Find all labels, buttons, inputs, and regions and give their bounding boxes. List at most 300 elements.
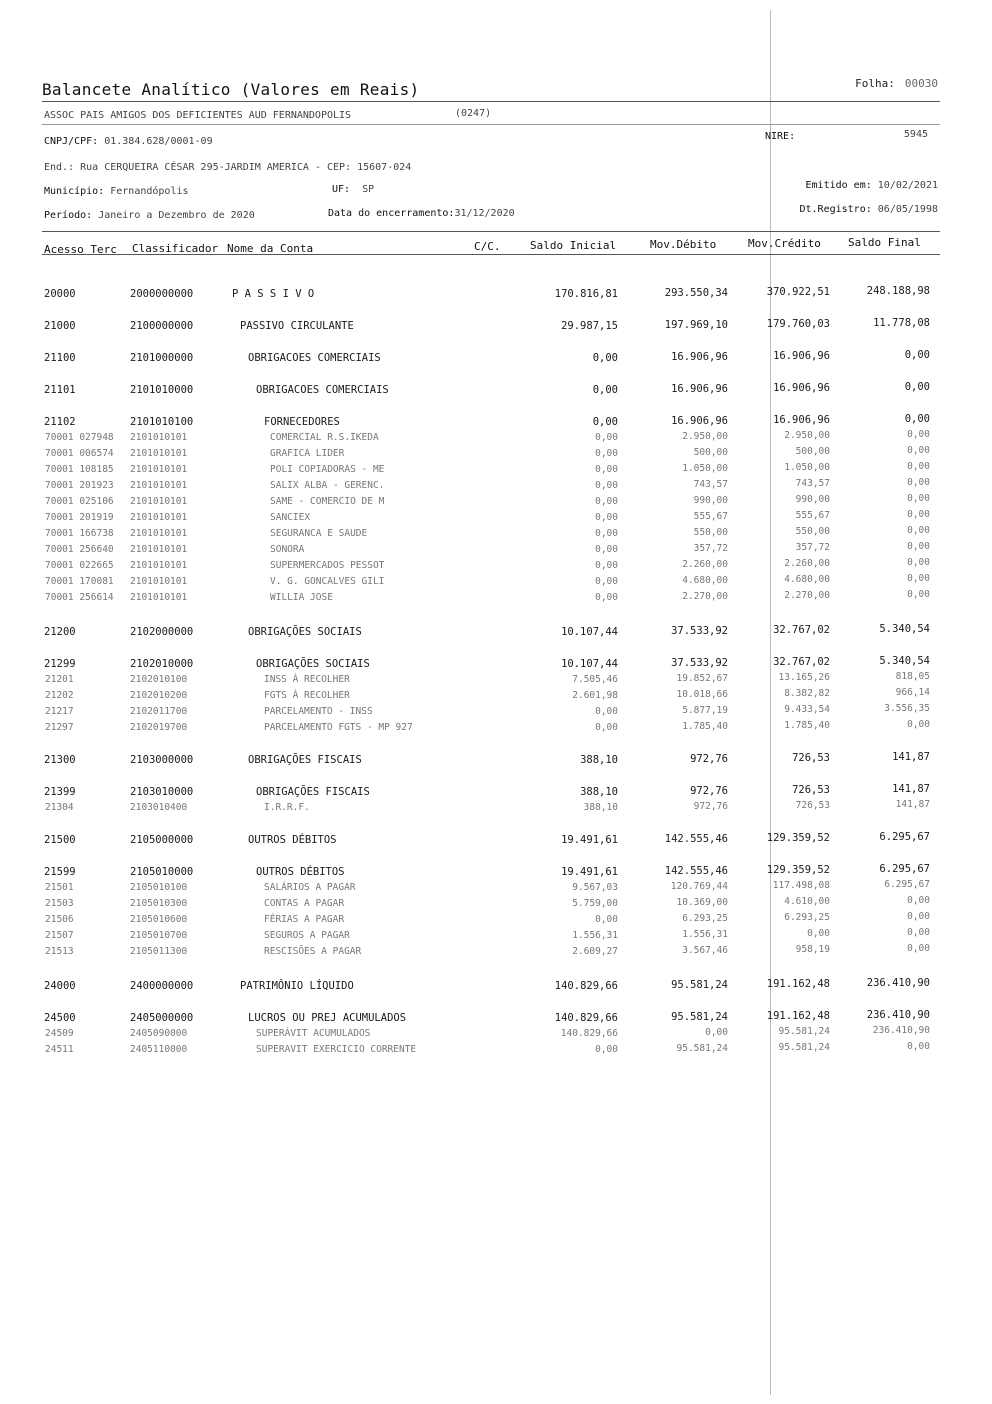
account-name: CONTAS A PAGAR <box>264 898 345 909</box>
account-code: 70001 201919 <box>45 512 114 523</box>
mov-credito-value: 743,57 <box>795 478 830 489</box>
mov-debito-value: 972,76 <box>693 801 728 812</box>
account-name: SEGURANCA E SAUDE <box>270 528 368 539</box>
account-code: 21507 <box>45 930 74 941</box>
saldo-inicial-value: 0,00 <box>595 560 618 571</box>
mov-debito-value: 2.950,00 <box>682 431 728 442</box>
mov-debito-value: 197.969,10 <box>664 319 728 331</box>
saldo-final-value: 0,00 <box>907 943 930 954</box>
classificador-code: 2101010101 <box>130 464 188 475</box>
mov-debito-value: 357,72 <box>693 543 728 554</box>
saldo-inicial-value: 0,00 <box>595 496 618 507</box>
saldo-final-value: 5.340,54 <box>879 623 930 635</box>
classificador-code: 2102019700 <box>130 722 188 733</box>
saldo-final-value: 141,87 <box>892 783 930 795</box>
saldo-inicial-value: 1.556,31 <box>572 930 618 941</box>
mov-debito-value: 2.260,00 <box>682 559 728 570</box>
saldo-inicial-value: 0,00 <box>595 528 618 539</box>
mov-credito-value: 1.050,00 <box>784 462 830 473</box>
mov-debito-value: 95.581,24 <box>676 1043 728 1054</box>
mov-debito-value: 16.906,96 <box>671 415 728 427</box>
classificador-code: 2105010100 <box>130 882 188 893</box>
account-name: V. G. GONCALVES GILI <box>270 576 385 587</box>
account-name: SUPERÁVIT ACUMULADOS <box>256 1028 371 1039</box>
classificador-code: 2102011700 <box>130 706 188 717</box>
classificador-code: 2000000000 <box>130 288 194 300</box>
mov-credito-value: 179.760,03 <box>766 318 830 330</box>
classificador-code: 2102010100 <box>130 674 188 685</box>
mov-credito-value: 2.270,00 <box>784 590 830 601</box>
account-name: RESCISÕES A PAGAR <box>264 946 362 957</box>
entity-rule <box>42 124 940 125</box>
mov-credito-value: 1.785,40 <box>784 720 830 731</box>
account-name: SALÁRIOS A PAGAR <box>264 882 356 893</box>
saldo-final-value: 0,00 <box>907 911 930 922</box>
cnpj-value: 01.384.628/0001-09 <box>104 136 213 147</box>
classificador-code: 2101010101 <box>130 448 188 459</box>
account-name: PARCELAMENTO FGTS - MP 927 <box>264 722 413 733</box>
uf <box>332 184 374 195</box>
table-row <box>0 911 992 930</box>
encerramento-value: 31/12/2020 <box>454 208 515 219</box>
account-name: OBRIGAÇÕES SOCIAIS <box>256 658 370 670</box>
saldo-final-value: 818,05 <box>895 671 930 682</box>
saldo-final-value: 0,00 <box>907 895 930 906</box>
classificador-code: 2100000000 <box>130 320 194 332</box>
table-row <box>0 863 992 882</box>
account-code: 21297 <box>45 722 74 733</box>
mov-credito-value: 550,00 <box>795 526 830 537</box>
emitido <box>806 180 938 191</box>
table-row <box>0 509 992 528</box>
account-code: 21201 <box>45 674 74 685</box>
table-row <box>0 927 992 946</box>
nire-label: NIRE: <box>765 131 796 142</box>
account-code: 21299 <box>44 658 76 670</box>
account-name: SAME - COMERCIO DE M <box>270 496 385 507</box>
account-code: 21102 <box>44 416 76 428</box>
end-value: Rua CERQUEIRA CÉSAR 295-JARDIM AMERICA - CEP: 15607-024 <box>80 162 412 173</box>
mov-credito-value: 6.293,25 <box>784 912 830 923</box>
account-code: 70001 022665 <box>45 560 114 571</box>
mov-credito-value: 500,00 <box>795 446 830 457</box>
table-row <box>0 623 992 642</box>
account-code: 21513 <box>45 946 74 957</box>
saldo-final-value: 236.410,90 <box>866 1009 930 1021</box>
title-rule <box>42 101 940 102</box>
account-name: SEGUROS A PAGAR <box>264 930 350 941</box>
saldo-final-value: 0,00 <box>907 1041 930 1052</box>
account-name: SUPERAVIT EXERCICIO CORRENTE <box>256 1044 417 1055</box>
mov-debito-value: 550,00 <box>693 527 728 538</box>
saldo-final-value: 141,87 <box>892 751 930 763</box>
mov-debito-value: 500,00 <box>693 447 728 458</box>
table-row <box>0 461 992 480</box>
periodo-value: Janeiro a Dezembro de 2020 <box>98 210 255 221</box>
account-code: 24000 <box>44 980 76 992</box>
table-row <box>0 655 992 674</box>
saldo-inicial-value: 0,00 <box>595 1044 618 1055</box>
mov-credito-value: 958,19 <box>795 944 830 955</box>
account-code: 21501 <box>45 882 74 893</box>
account-name: I.R.R.F. <box>264 802 310 813</box>
page-number <box>855 77 938 90</box>
table-row <box>0 525 992 544</box>
table-row <box>0 541 992 560</box>
account-code: 70001 256614 <box>45 592 114 603</box>
classificador-code: 2105010700 <box>130 930 188 941</box>
saldo-inicial-value: 7.505,46 <box>572 674 618 685</box>
endereco <box>44 162 411 173</box>
account-code: 24500 <box>44 1012 76 1024</box>
mov-debito-value: 37.533,92 <box>671 625 728 637</box>
mov-debito-value: 120.769,44 <box>670 881 728 892</box>
uf-label: UF: <box>332 184 351 195</box>
saldo-final-value: 0,00 <box>907 509 930 520</box>
saldo-inicial-value: 140.829,66 <box>554 980 618 992</box>
classificador-code: 2101010000 <box>130 384 194 396</box>
account-name: OBRIGACOES COMERCIAIS <box>256 384 389 396</box>
mov-debito-value: 3.567,46 <box>682 945 728 956</box>
saldo-final-value: 141,87 <box>895 799 930 810</box>
col-saldo-final: Saldo Final <box>848 236 921 249</box>
saldo-final-value: 0,00 <box>904 381 930 393</box>
saldo-inicial-value: 0,00 <box>595 464 618 475</box>
account-name: GRAFICA LIDER <box>270 448 345 459</box>
report-title: Balancete Analítico (Valores em Reais) <box>42 80 420 99</box>
classificador-code: 2102000000 <box>130 626 194 638</box>
registro-label: Dt.Registro: <box>799 204 872 215</box>
account-name: SALIX ALBA - GERENC. <box>270 480 385 491</box>
mov-credito-value: 2.260,00 <box>784 558 830 569</box>
nire-value: 5945 <box>903 129 928 140</box>
table-row <box>0 589 992 608</box>
saldo-final-value: 11.778,08 <box>873 317 930 329</box>
classificador-code: 2102010000 <box>130 658 194 670</box>
mov-debito-value: 142.555,46 <box>664 833 728 845</box>
account-code: 24509 <box>45 1028 74 1039</box>
classificador-code: 2105011300 <box>130 946 188 957</box>
classificador-code: 2101010101 <box>130 560 188 571</box>
mov-debito-value: 2.270,00 <box>682 591 728 602</box>
account-name: OBRIGAÇÕES FISCAIS <box>256 786 370 798</box>
uf-value: SP <box>362 184 375 195</box>
classificador-code: 2101010101 <box>130 544 188 555</box>
mov-debito-value: 6.293,25 <box>682 913 728 924</box>
cnpj-label: CNPJ/CPF: <box>44 136 99 147</box>
mov-credito-value: 0,00 <box>807 928 830 939</box>
saldo-inicial-value: 5.759,00 <box>572 898 618 909</box>
classificador-code: 2101010101 <box>130 512 188 523</box>
classificador-code: 2101010101 <box>130 432 188 443</box>
col-saldo-inicial: Saldo Inicial <box>530 239 617 252</box>
saldo-inicial-value: 19.491,61 <box>561 834 618 846</box>
saldo-inicial-value: 0,00 <box>595 576 618 587</box>
account-code: 21300 <box>44 754 76 766</box>
mov-credito-value: 95.581,24 <box>778 1026 830 1037</box>
mov-credito-value: 129.359,52 <box>766 864 830 876</box>
account-name: FGTS À RECOLHER <box>264 690 350 701</box>
header-top-rule <box>42 231 940 232</box>
mov-debito-value: 972,76 <box>690 753 728 765</box>
account-code: 70001 025106 <box>45 496 114 507</box>
account-code: 21399 <box>44 786 76 798</box>
account-name: OUTROS DÉBITOS <box>256 866 345 878</box>
account-name: SONORA <box>270 544 305 555</box>
saldo-final-value: 0,00 <box>907 927 930 938</box>
saldo-final-value: 0,00 <box>907 429 930 440</box>
classificador-code: 2405090000 <box>130 1028 188 1039</box>
mov-credito-value: 2.950,00 <box>784 430 830 441</box>
account-code: 70001 027948 <box>45 432 114 443</box>
account-code: 21503 <box>45 898 74 909</box>
saldo-inicial-value: 10.107,44 <box>561 658 618 670</box>
mov-debito-value: 1.050,00 <box>682 463 728 474</box>
saldo-final-value: 248.188,98 <box>866 285 930 297</box>
saldo-final-value: 0,00 <box>907 541 930 552</box>
col-nome: Nome da Conta <box>227 242 314 255</box>
saldo-final-value: 5.340,54 <box>879 655 930 667</box>
account-code: 21506 <box>45 914 74 925</box>
account-code: 21000 <box>44 320 76 332</box>
table-row <box>0 943 992 962</box>
saldo-final-value: 0,00 <box>904 413 930 425</box>
saldo-final-value: 0,00 <box>907 461 930 472</box>
mov-credito-value: 191.162,48 <box>766 978 830 990</box>
table-row <box>0 477 992 496</box>
classificador-code: 2105000000 <box>130 834 194 846</box>
col-cc: C/C. <box>474 240 501 253</box>
account-code: 20000 <box>44 288 76 300</box>
saldo-inicial-value: 388,10 <box>583 802 618 813</box>
municipio-label: Município: <box>44 186 105 197</box>
mov-credito-value: 726,53 <box>792 752 830 764</box>
mov-debito-value: 743,57 <box>693 479 728 490</box>
folha-label: Folha: <box>855 77 895 90</box>
classificador-code: 2101010101 <box>130 496 188 507</box>
account-code: 70001 166738 <box>45 528 114 539</box>
mov-credito-value: 32.767,02 <box>773 656 830 668</box>
mov-debito-value: 16.906,96 <box>671 383 728 395</box>
account-name: POLI COPIADORAS - ME <box>270 464 385 475</box>
table-row <box>0 703 992 722</box>
table-row <box>0 1041 992 1060</box>
saldo-inicial-value: 0,00 <box>595 706 618 717</box>
saldo-final-value: 236.410,90 <box>866 977 930 989</box>
saldo-final-value: 3.556,35 <box>884 703 930 714</box>
account-name: PATRIMÔNIO LÍQUIDO <box>240 980 354 992</box>
mov-credito-value: 726,53 <box>792 784 830 796</box>
saldo-final-value: 0,00 <box>904 349 930 361</box>
account-code: 70001 201923 <box>45 480 114 491</box>
mov-debito-value: 95.581,24 <box>671 979 728 991</box>
saldo-inicial-value: 2.609,27 <box>572 946 618 957</box>
mov-credito-value: 16.906,96 <box>773 414 830 426</box>
saldo-inicial-value: 388,10 <box>580 786 618 798</box>
saldo-final-value: 0,00 <box>907 477 930 488</box>
mov-credito-value: 357,72 <box>795 542 830 553</box>
account-name: FÉRIAS A PAGAR <box>264 914 345 925</box>
mov-debito-value: 990,00 <box>693 495 728 506</box>
col-acesso: Acesso Terc <box>44 243 117 256</box>
mov-credito-value: 16.906,96 <box>773 350 830 362</box>
saldo-final-value: 236.410,90 <box>872 1025 930 1036</box>
saldo-final-value: 0,00 <box>907 589 930 600</box>
dt-registro <box>800 204 939 215</box>
account-name: FORNECEDORES <box>264 416 340 428</box>
mov-credito-value: 8.382,82 <box>784 688 830 699</box>
table-row <box>0 445 992 464</box>
mov-credito-value: 129.359,52 <box>766 832 830 844</box>
saldo-inicial-value: 0,00 <box>595 544 618 555</box>
table-row <box>0 349 992 368</box>
table-row <box>0 493 992 512</box>
mov-credito-value: 4.680,00 <box>784 574 830 585</box>
mov-debito-value: 0,00 <box>705 1027 728 1038</box>
saldo-inicial-value: 170.816,81 <box>554 288 618 300</box>
classificador-code: 2105010000 <box>130 866 194 878</box>
account-name: WILLIA JOSE <box>270 592 333 603</box>
saldo-final-value: 0,00 <box>907 493 930 504</box>
saldo-inicial-value: 0,00 <box>592 384 618 396</box>
account-name: OBRIGACOES COMERCIAIS <box>248 352 381 364</box>
mov-credito-value: 990,00 <box>795 494 830 505</box>
classificador-code: 2101000000 <box>130 352 194 364</box>
saldo-inicial-value: 0,00 <box>595 914 618 925</box>
periodo-label: Período: <box>44 210 93 221</box>
mov-debito-value: 95.581,24 <box>671 1011 728 1023</box>
saldo-inicial-value: 0,00 <box>592 352 618 364</box>
table-row <box>0 751 992 770</box>
mov-debito-value: 1.556,31 <box>682 929 728 940</box>
classificador-code: 2102010200 <box>130 690 188 701</box>
saldo-inicial-value: 0,00 <box>592 416 618 428</box>
table-row <box>0 719 992 738</box>
table-row <box>0 381 992 400</box>
account-code: 21200 <box>44 626 76 638</box>
account-name: LUCROS OU PREJ ACUMULADOS <box>248 1012 407 1024</box>
mov-credito-value: 555,67 <box>795 510 830 521</box>
saldo-final-value: 0,00 <box>907 719 930 730</box>
saldo-final-value: 6.295,67 <box>879 831 930 843</box>
table-row <box>0 1025 992 1044</box>
encerramento-label: Data do encerramento: <box>328 208 455 219</box>
account-name: OBRIGAÇÕES SOCIAIS <box>248 626 362 638</box>
account-name: OBRIGAÇÕES FISCAIS <box>248 754 362 766</box>
table-row <box>0 783 992 802</box>
mov-debito-value: 19.852,67 <box>676 673 728 684</box>
saldo-final-value: 0,00 <box>907 557 930 568</box>
saldo-inicial-value: 19.491,61 <box>561 866 618 878</box>
end-label: End.: <box>44 162 75 173</box>
mov-debito-value: 5.877,19 <box>682 705 728 716</box>
saldo-inicial-value: 0,00 <box>595 448 618 459</box>
account-code: 21217 <box>45 706 74 717</box>
account-code: 21500 <box>44 834 76 846</box>
mov-debito-value: 10.369,00 <box>676 897 728 908</box>
account-name: SUPERMERCADOS PESSOT <box>270 560 385 571</box>
saldo-inicial-value: 9.567,03 <box>572 882 618 893</box>
mov-credito-value: 32.767,02 <box>773 624 830 636</box>
mov-debito-value: 972,76 <box>690 785 728 797</box>
table-row <box>0 429 992 448</box>
classificador-code: 2103010000 <box>130 786 194 798</box>
saldo-inicial-value: 0,00 <box>595 480 618 491</box>
emitido-label: Emitido em: <box>805 180 872 191</box>
saldo-inicial-value: 2.601,98 <box>572 690 618 701</box>
saldo-inicial-value: 0,00 <box>595 512 618 523</box>
saldo-inicial-value: 140.829,66 <box>560 1028 618 1039</box>
col-mov-debito: Mov.Débito <box>650 238 717 251</box>
account-code: 21100 <box>44 352 76 364</box>
entity-name: ASSOC PAIS AMIGOS DOS DEFICIENTES AUD FERNANDOPOLIS <box>44 110 352 121</box>
table-row <box>0 671 992 690</box>
col-classificador: Classificador <box>132 242 219 255</box>
mov-credito-value: 9.433,54 <box>784 704 830 715</box>
mov-debito-value: 1.785,40 <box>682 721 728 732</box>
account-name: PASSIVO CIRCULANTE <box>240 320 354 332</box>
municipio <box>44 186 189 197</box>
account-name: INSS À RECOLHER <box>264 674 350 685</box>
mov-credito-value: 13.165,26 <box>778 672 830 683</box>
classificador-code: 2103010400 <box>130 802 188 813</box>
account-name: SANCIEX <box>270 512 311 523</box>
saldo-final-value: 0,00 <box>907 445 930 456</box>
table-row <box>0 573 992 592</box>
emitido-value: 10/02/2021 <box>877 180 938 191</box>
account-code: 21101 <box>44 384 76 396</box>
mov-credito-value: 370.922,51 <box>766 286 830 298</box>
encerramento <box>328 208 515 219</box>
mov-debito-value: 293.550,34 <box>664 287 728 299</box>
col-mov-credito: Mov.Crédito <box>748 237 821 250</box>
account-code: 70001 256640 <box>45 544 114 555</box>
classificador-code: 2105010600 <box>130 914 188 925</box>
table-row <box>0 879 992 898</box>
account-code: 21202 <box>45 690 74 701</box>
mov-debito-value: 4.680,00 <box>682 575 728 586</box>
classificador-code: 2405110000 <box>130 1044 188 1055</box>
classificador-code: 2101010101 <box>130 592 188 603</box>
table-row <box>0 687 992 706</box>
account-name: PARCELAMENTO - INSS <box>264 706 373 717</box>
classificador-code: 2101010100 <box>130 416 194 428</box>
classificador-code: 2105010300 <box>130 898 188 909</box>
classificador-code: 2405000000 <box>130 1012 194 1024</box>
classificador-code: 2400000000 <box>130 980 194 992</box>
table-row <box>0 413 992 432</box>
account-name: COMERCIAL R.S.IKEDA <box>270 432 379 443</box>
mov-credito-value: 4.610,00 <box>784 896 830 907</box>
table-row <box>0 317 992 336</box>
mov-credito-value: 16.906,96 <box>773 382 830 394</box>
account-code: 21304 <box>45 802 74 813</box>
saldo-inicial-value: 388,10 <box>580 754 618 766</box>
saldo-inicial-value: 0,00 <box>595 432 618 443</box>
account-code: 70001 170081 <box>45 576 114 587</box>
saldo-inicial-value: 10.107,44 <box>561 626 618 638</box>
mov-debito-value: 142.555,46 <box>664 865 728 877</box>
entity-code: (0247) <box>455 108 492 119</box>
mov-credito-value: 191.162,48 <box>766 1010 830 1022</box>
saldo-final-value: 0,00 <box>907 573 930 584</box>
classificador-code: 2101010101 <box>130 528 188 539</box>
account-code: 21599 <box>44 866 76 878</box>
classificador-code: 2101010101 <box>130 480 188 491</box>
cnpj <box>44 136 213 147</box>
account-code: 70001 108185 <box>45 464 114 475</box>
table-row <box>0 285 992 304</box>
